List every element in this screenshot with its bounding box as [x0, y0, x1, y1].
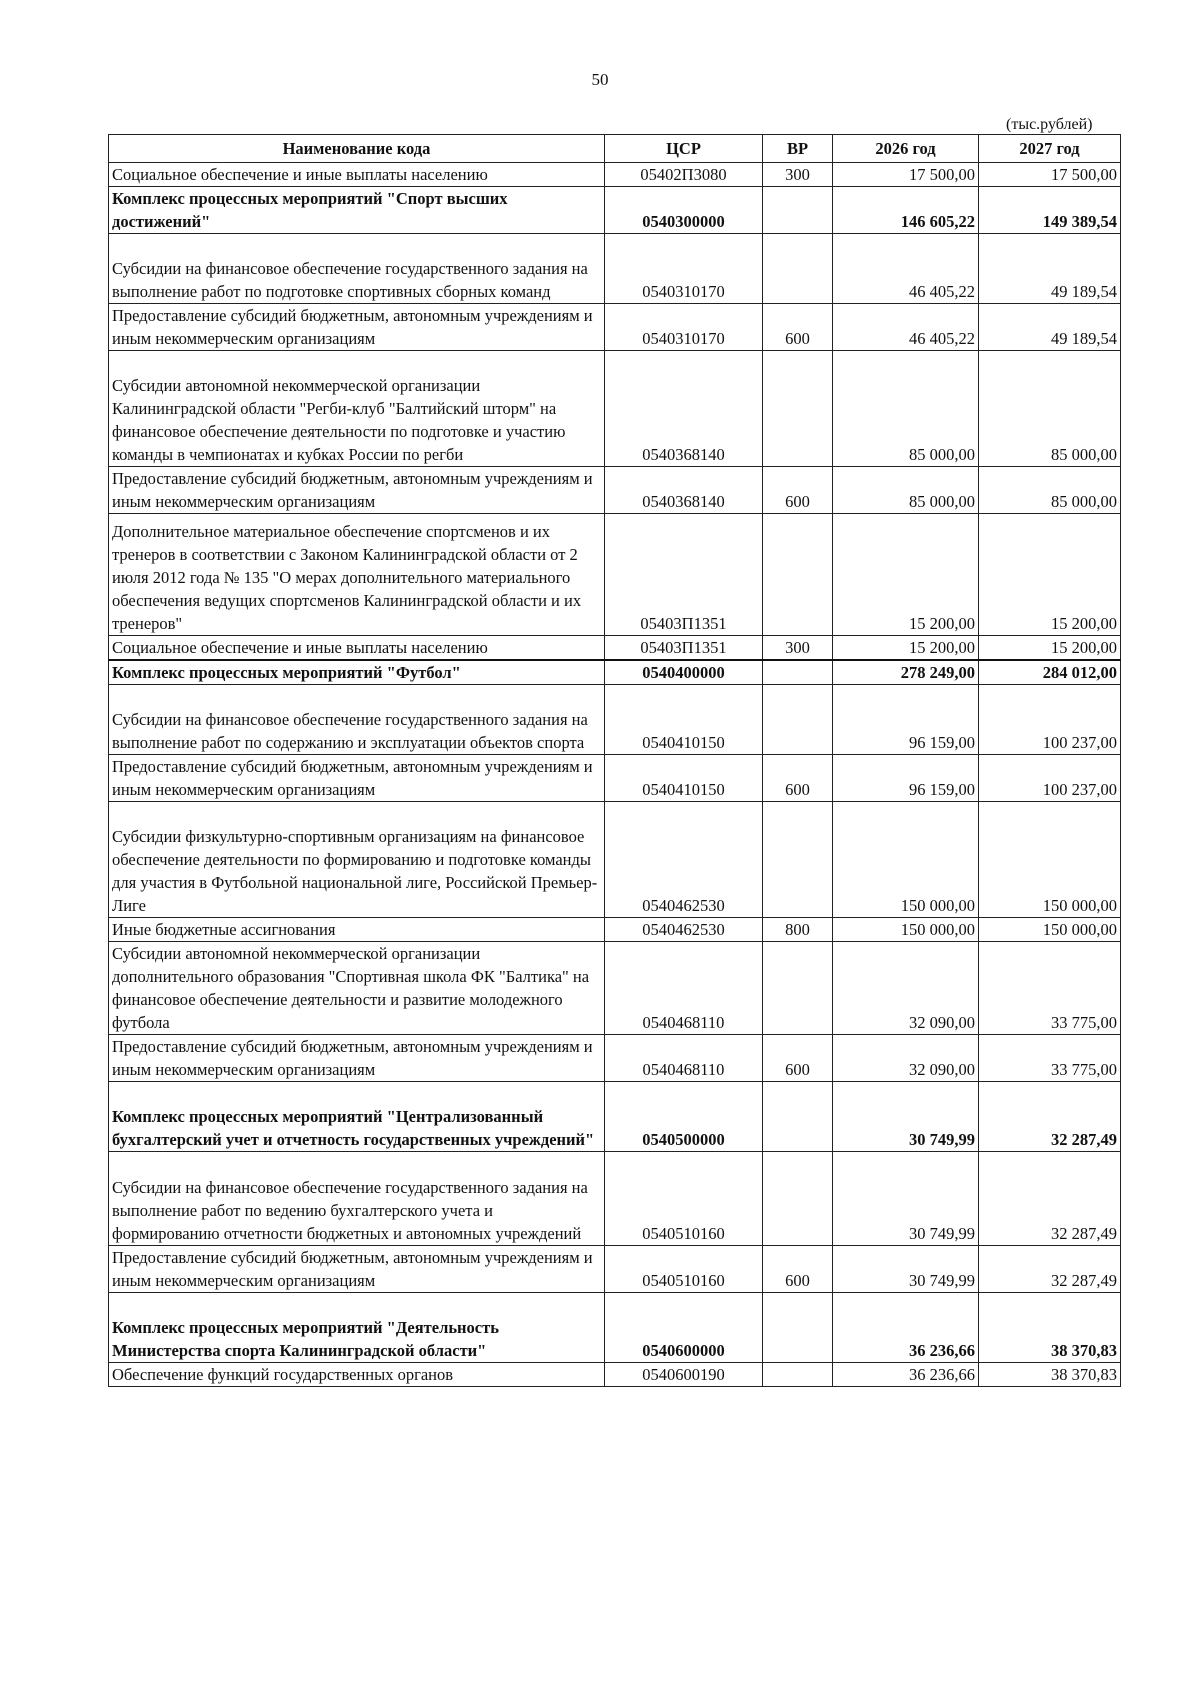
row-vr	[763, 514, 833, 636]
row-name: Комплекс процессных мероприятий "Централизованный бухгалтерский учет и отчетность государственных учреждений"	[109, 1082, 605, 1152]
row-csr: 0540500000	[605, 1082, 763, 1152]
row-value-2027: 38 370,83	[979, 1293, 1121, 1363]
row-name: Социальное обеспечение и иные выплаты населению	[109, 636, 605, 661]
row-vr	[763, 351, 833, 467]
row-csr: 0540368140	[605, 351, 763, 467]
row-name: Предоставление субсидий бюджетным, автономным учреждениям и иным некоммерческим организациям	[109, 304, 605, 351]
row-value-2027: 32 287,49	[979, 1246, 1121, 1293]
row-value-2026: 15 200,00	[833, 514, 979, 636]
row-vr: 600	[763, 1246, 833, 1293]
row-csr: 05403П1351	[605, 636, 763, 661]
row-value-2026: 85 000,00	[833, 467, 979, 514]
row-name: Дополнительное материальное обеспечение спортсменов и их тренеров в соответствии с Законом Калининградской области от 2 июля 2012 года № 135 "О мерах дополнительного материального обеспечения ведущих спортсменов Калининградской области и их тренеров"	[109, 514, 605, 636]
row-vr	[763, 802, 833, 918]
row-value-2027: 49 189,54	[979, 234, 1121, 304]
row-csr: 0540462530	[605, 918, 763, 942]
row-value-2027: 32 287,49	[979, 1082, 1121, 1152]
row-name: Предоставление субсидий бюджетным, автономным учреждениям и иным некоммерческим организациям	[109, 755, 605, 802]
row-value-2026: 36 236,66	[833, 1363, 979, 1387]
row-vr	[763, 187, 833, 234]
row-value-2026: 150 000,00	[833, 918, 979, 942]
row-vr: 600	[763, 1035, 833, 1082]
table-row	[109, 514, 1121, 636]
row-csr: 0540368140	[605, 467, 763, 514]
row-name: Обеспечение функций государственных органов	[109, 1363, 605, 1387]
row-name: Иные бюджетные ассигнования	[109, 918, 605, 942]
table-row	[109, 802, 1121, 918]
header-vr: ВР	[763, 135, 833, 163]
row-value-2027: 85 000,00	[979, 351, 1121, 467]
row-csr: 0540410150	[605, 685, 763, 755]
row-vr	[763, 1363, 833, 1387]
row-value-2027: 32 287,49	[979, 1152, 1121, 1246]
table-row	[109, 685, 1121, 755]
table-row	[109, 187, 1121, 234]
row-vr	[763, 1293, 833, 1363]
row-value-2027: 150 000,00	[979, 802, 1121, 918]
table-row	[109, 304, 1121, 351]
row-name: Комплекс процессных мероприятий "Деятельность Министерства спорта Калининградской области"	[109, 1293, 605, 1363]
row-value-2027: 100 237,00	[979, 755, 1121, 802]
row-value-2027: 15 200,00	[979, 636, 1121, 661]
row-name: Субсидии автономной некоммерческой организации Калининградской области "Регби-клуб "Балтийский шторм" на финансовое обеспечение деятельности по подготовке и участию команды в чемпионатах и кубках России по регби	[109, 351, 605, 467]
row-value-2026: 17 500,00	[833, 163, 979, 187]
row-csr: 0540600190	[605, 1363, 763, 1387]
budget-table	[108, 134, 1121, 1387]
table-header-row	[109, 135, 1121, 163]
row-vr	[763, 1082, 833, 1152]
table-row	[109, 1246, 1121, 1293]
row-value-2026: 30 749,99	[833, 1082, 979, 1152]
row-value-2027: 38 370,83	[979, 1363, 1121, 1387]
row-value-2027: 100 237,00	[979, 685, 1121, 755]
table-row	[109, 163, 1121, 187]
row-value-2027: 149 389,54	[979, 187, 1121, 234]
header-name: Наименование кода	[109, 135, 605, 163]
row-csr: 0540600000	[605, 1293, 763, 1363]
row-value-2026: 150 000,00	[833, 802, 979, 918]
table-row	[109, 234, 1121, 304]
row-vr: 600	[763, 467, 833, 514]
header-2027: 2027 год	[979, 135, 1121, 163]
row-value-2027: 85 000,00	[979, 467, 1121, 514]
table-row	[109, 1035, 1121, 1082]
table-row	[109, 1082, 1121, 1152]
row-vr	[763, 234, 833, 304]
row-csr: 0540510160	[605, 1246, 763, 1293]
row-value-2026: 30 749,99	[833, 1246, 979, 1293]
table-row	[109, 755, 1121, 802]
row-value-2026: 278 249,00	[833, 660, 979, 685]
table-row	[109, 351, 1121, 467]
row-vr: 800	[763, 918, 833, 942]
row-vr	[763, 1152, 833, 1246]
row-csr: 0540468110	[605, 942, 763, 1035]
row-name: Субсидии автономной некоммерческой организации дополнительного образования "Спортивная школа ФК "Балтика" на финансовое обеспечение деятельности и развитие молодежного футбола	[109, 942, 605, 1035]
row-vr: 600	[763, 755, 833, 802]
row-vr: 300	[763, 163, 833, 187]
row-name: Субсидии на финансовое обеспечение государственного задания на выполнение работ по подготовке спортивных сборных команд	[109, 234, 605, 304]
row-name: Предоставление субсидий бюджетным, автономным учреждениям и иным некоммерческим организациям	[109, 1246, 605, 1293]
row-csr: 05403П1351	[605, 514, 763, 636]
row-value-2026: 146 605,22	[833, 187, 979, 234]
row-value-2027: 15 200,00	[979, 514, 1121, 636]
table-row	[109, 1293, 1121, 1363]
row-csr: 0540310170	[605, 304, 763, 351]
row-csr: 0540468110	[605, 1035, 763, 1082]
table-body	[109, 163, 1121, 1387]
row-value-2026: 85 000,00	[833, 351, 979, 467]
row-value-2027: 33 775,00	[979, 942, 1121, 1035]
row-value-2027: 150 000,00	[979, 918, 1121, 942]
row-csr: 0540310170	[605, 234, 763, 304]
row-value-2026: 32 090,00	[833, 1035, 979, 1082]
row-vr: 300	[763, 636, 833, 661]
table-row	[109, 1152, 1121, 1246]
row-name: Предоставление субсидий бюджетным, автономным учреждениям и иным некоммерческим организациям	[109, 1035, 605, 1082]
table-row	[109, 636, 1121, 661]
row-value-2027: 17 500,00	[979, 163, 1121, 187]
page-number: 50	[591, 70, 609, 89]
row-value-2027: 49 189,54	[979, 304, 1121, 351]
row-name: Субсидии физкультурно-спортивным организациям на финансовое обеспечение деятельности по формированию и подготовке команды для участия в Футбольной национальной лиге, Российской Премьер-Лиге	[109, 802, 605, 918]
row-csr: 0540462530	[605, 802, 763, 918]
row-vr	[763, 685, 833, 755]
row-csr: 0540410150	[605, 755, 763, 802]
row-name: Субсидии на финансовое обеспечение государственного задания на выполнение работ по содержанию и эксплуатации объектов спорта	[109, 685, 605, 755]
table-row	[109, 467, 1121, 514]
row-vr	[763, 942, 833, 1035]
row-name: Субсидии на финансовое обеспечение государственного задания на выполнение работ по ведению бухгалтерского учета и формированию отчетности бюджетных и автономных учреждений	[109, 1152, 605, 1246]
table-row	[109, 942, 1121, 1035]
row-name: Комплекс процессных мероприятий "Спорт высших достижений"	[109, 187, 605, 234]
units-label: (тыс.рублей)	[1006, 116, 1093, 133]
table-row	[109, 918, 1121, 942]
row-name: Комплекс процессных мероприятий "Футбол"	[109, 660, 605, 685]
row-value-2026: 96 159,00	[833, 685, 979, 755]
row-value-2026: 30 749,99	[833, 1152, 979, 1246]
header-2026: 2026 год	[833, 135, 979, 163]
row-vr	[763, 660, 833, 685]
row-vr: 600	[763, 304, 833, 351]
row-value-2026: 36 236,66	[833, 1293, 979, 1363]
table-row	[109, 660, 1121, 685]
row-value-2026: 15 200,00	[833, 636, 979, 661]
row-csr: 0540510160	[605, 1152, 763, 1246]
row-value-2026: 32 090,00	[833, 942, 979, 1035]
row-csr: 0540400000	[605, 660, 763, 685]
row-name: Социальное обеспечение и иные выплаты населению	[109, 163, 605, 187]
row-csr: 0540300000	[605, 187, 763, 234]
row-value-2026: 46 405,22	[833, 234, 979, 304]
row-value-2026: 96 159,00	[833, 755, 979, 802]
row-value-2027: 33 775,00	[979, 1035, 1121, 1082]
table-row	[109, 1363, 1121, 1387]
row-value-2027: 284 012,00	[979, 660, 1121, 685]
header-csr: ЦСР	[605, 135, 763, 163]
row-value-2026: 46 405,22	[833, 304, 979, 351]
row-csr: 05402П3080	[605, 163, 763, 187]
row-name: Предоставление субсидий бюджетным, автономным учреждениям и иным некоммерческим организациям	[109, 467, 605, 514]
